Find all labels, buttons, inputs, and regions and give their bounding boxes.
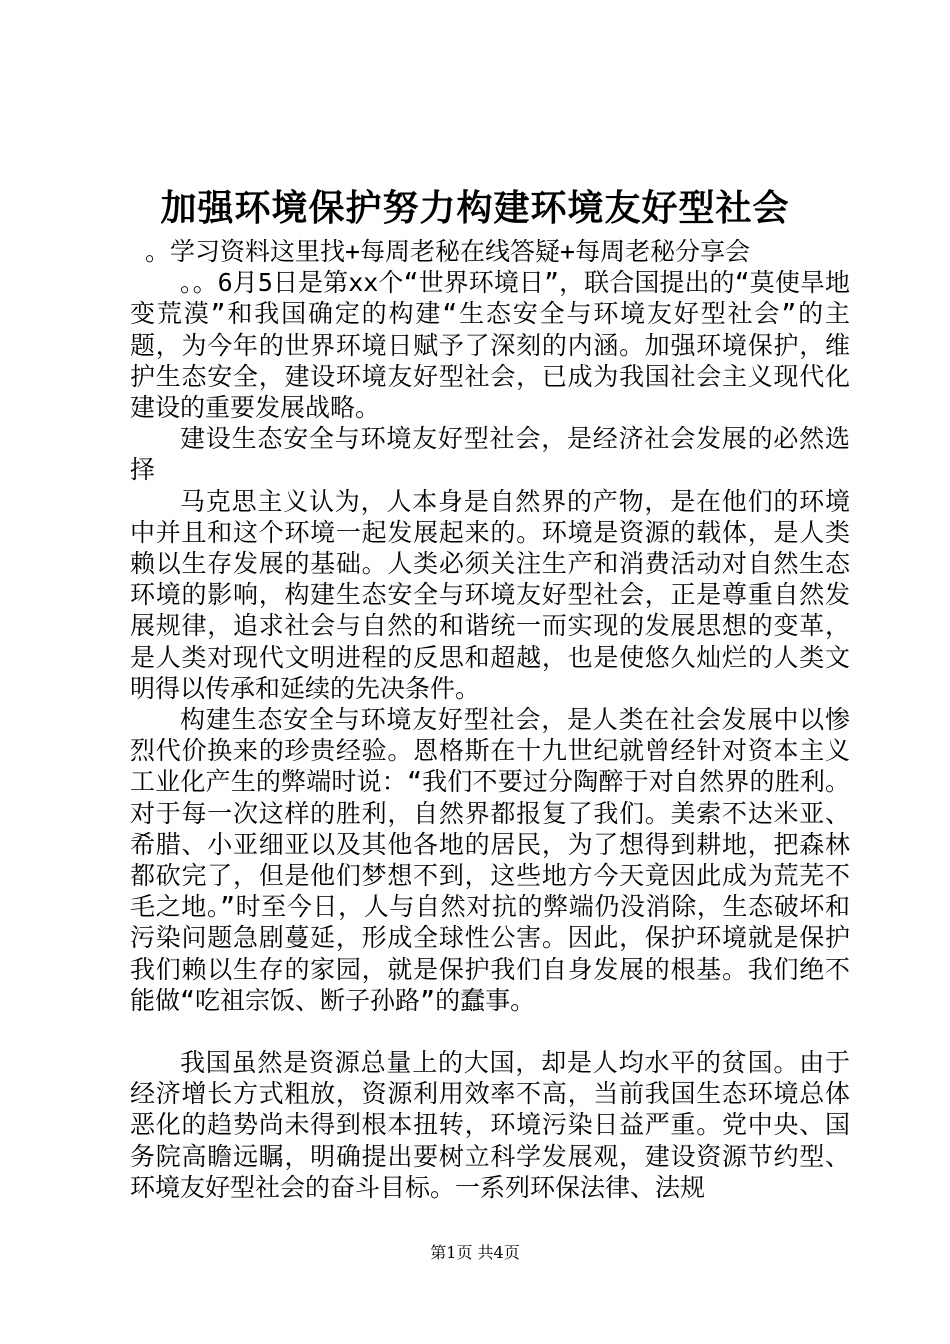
document-body: [130, 236, 850, 1203]
page-footer: 第1页 共4页: [430, 1243, 520, 1262]
paragraph-marxism: 马克思主义认为，人本身是自然界的产物，是在他们的环境中并且和这个环境一起发展起来的。环境是资源的载体，是人类赖以生存发展的基础。人类必须关注生产和消费活动对自然生态环境的影响，构建生态安全与环境友好型社会，正是尊重自然发展规律，追求社会与自然的和谐统一而实现的发展思想的变革，是人类对现代文明进程的反思和超越，也是使悠久灿烂的人类文明得以传承和延续的先决条件。: [130, 486, 850, 703]
paragraph-engels: 构建生态安全与环境友好型社会，是人类在社会发展中以惨烈代价换来的珍贵经验。恩格斯在十九世纪就曾经针对资本主义工业化产生的弊端时说：“我们不要过分陶醉于对自然界的胜利。对于每一次这样的胜利，自然界都报复了我们。美索不达米亚、希腊、小亚细亚以及其他各地的居民，为了想得到耕地，把森林都砍完了，但是他们梦想不到，这些地方今天竟因此成为荒芜不毛之地。”时至今日，人与自然对抗的弊端仍没消除，生态破坏和污染问题急剧蔓延，形成全球性公害。因此，保护环境就是保护我们赖以生存的家园，就是保护我们自身发展的根基。我们绝不能做“吃祖宗饭、断子孙路”的蠢事。: [130, 705, 850, 1015]
paragraph-intro: 。。6月5日是第xx个“世界环境日”，联合国提出的“莫使旱地变荒漠”和我国确定的构建“生态安全与环境友好型社会”的主题，为今年的世界环境日赋予了深刻的内涵。加强环境保护，维护生态安全，建设环境友好型社会，已成为我国社会主义现代化建设的重要发展战略。: [130, 268, 850, 423]
section-heading: 建设生态安全与环境友好型社会，是经济社会发展的必然选择: [130, 424, 850, 485]
document-title: 加强环境保护努力构建环境友好型社会: [160, 187, 790, 229]
paragraph-china: 我国虽然是资源总量上的大国，却是人均水平的贫国。由于经济增长方式粗放，资源利用效率不高，当前我国生态环境总体恶化的趋势尚未得到根本扭转，环境污染日益严重。党中央、国务院高瞻远瞩，明确提出要树立科学发展观，建设资源节约型、环境友好型社会的奋斗目标。一系列环保法律、法规: [130, 1048, 850, 1202]
document-subtitle: 。学习资料这里找+每周老秘在线答疑+每周老秘分享会: [145, 237, 751, 266]
